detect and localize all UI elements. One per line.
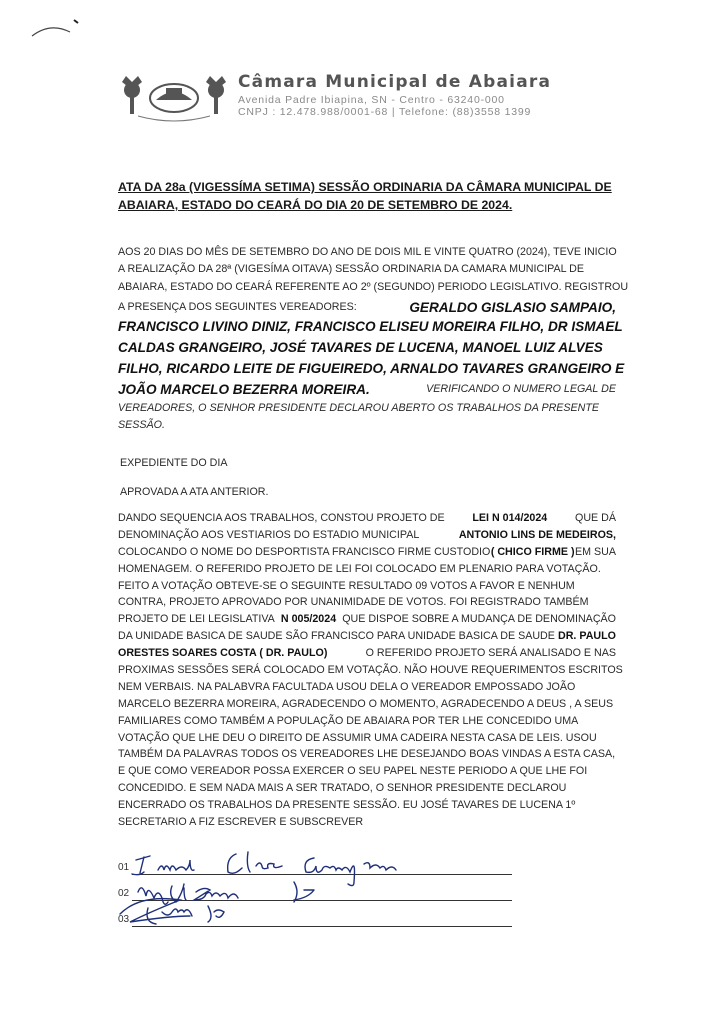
text-line <box>118 296 616 316</box>
scan-mark-icon <box>30 14 90 44</box>
text: QUE DÁ <box>575 512 616 524</box>
text: EM SUA <box>575 545 616 558</box>
text-line <box>118 763 616 780</box>
signature-number: 03 <box>118 914 130 925</box>
text: NEM VERBAIS. NA PALABVRA FACULTADA USOU DELA O VEREADOR EMPOSSADO JOÃO <box>118 680 576 693</box>
text: FAMILIARES COMO TAMBÉM A POPULAÇÃO DE ABAIARA POR TER LHE CONCEDIDO UMA <box>118 714 579 727</box>
text-line <box>118 696 616 713</box>
text: PROXIMAS SESSÕES SERÁ COLOCADO EM VOTAÇÃO. NÃO HOUVE REQUERIMENTOS ESCRITOS <box>118 664 623 677</box>
text-line <box>118 561 616 578</box>
letterhead-address: Avenida Padre Ibiapina, SN - Centro - 63240-000 <box>238 94 505 106</box>
text: EXPEDIENTE DO DIA <box>120 457 228 469</box>
expediente-heading <box>118 455 616 472</box>
text: CONTRA, PROJETO APROVADO POR UNANIMIDADE DE VOTOS. FOI REGISTRADO TAMBÉM <box>118 596 589 609</box>
bill-number: LEI N 014/2024 <box>472 512 548 524</box>
handwritten-signatures <box>118 848 518 938</box>
text: AOS 20 DIAS DO MÊS DE SETEMBRO DO ANO DE DOIS MIL E VINTE QUATRO (2024), TEVE INICIO <box>118 246 617 258</box>
text: PROJETO DE LEI LEGISLATIVA <box>118 613 275 626</box>
councillor-names-line <box>118 316 623 337</box>
text-line <box>118 379 616 400</box>
nickname: ( CHICO FIRME ) <box>490 545 575 558</box>
text-line <box>118 780 616 797</box>
signature-number: 01 <box>118 862 130 873</box>
councillor-names: CALDAS GRANGEIRO, JOSÉ TAVARES DE LUCENA, MANOEL LUIZ ALVES <box>118 339 603 355</box>
text-line <box>118 730 616 747</box>
letterhead <box>118 70 638 128</box>
proceedings-paragraph <box>118 510 623 831</box>
minutes-title <box>118 178 618 214</box>
text-line <box>118 544 616 561</box>
text: DENOMINAÇÃO AOS VESTIARIOS DO ESTADIO MUNICIPAL <box>118 528 420 541</box>
text: APROVADA A ATA ANTERIOR. <box>120 486 269 498</box>
text-line <box>118 797 616 814</box>
title-line: ABAIARA, ESTADO DO CEARÁ DO DIA 20 DE SETEMBRO DE 2024. <box>118 198 513 212</box>
text-line <box>118 279 629 296</box>
chamber-logo-icon <box>118 70 230 124</box>
text: FEITO A VOTAÇÃO OBTEVE-SE O SEGUINTE RESULTADO 09 VOTOS A FAVOR E NENHUM <box>118 579 575 592</box>
text-line <box>118 400 616 417</box>
text-line: SECRETARIO A FIZ ESCREVER E SUBSCREVER <box>118 816 364 829</box>
stadium-name: ANTONIO LINS DE MEDEIROS, <box>458 528 616 541</box>
councillor-names-line <box>118 358 625 379</box>
text: ABAIARA, ESTADO DO CEARÁ REFERENTE AO 2º (SEGUNDO) PERIODO LEGISLATIVO. REGISTROU <box>118 280 629 293</box>
councillor-names: JOÃO MARCELO BEZERRA MOREIRA. <box>118 381 370 397</box>
text-line <box>118 662 623 679</box>
text: E QUE COMO VEREADOR POSSA EXERCER O SEU PAPEL NESTE PERIODO A QUE LHE FOI <box>118 765 588 778</box>
signature-2 <box>138 882 314 904</box>
text-line <box>118 746 616 763</box>
text-line: SESSÃO. <box>118 419 165 432</box>
text: MARCELO BEZERRA MOREIRA, AGRADECENDO O MOMENTO, AGRADECENDO A DEUS , A SEUS <box>118 697 614 710</box>
letterhead-cnpj-phone: CNPJ : 12.478.988/0001-68 | Telefone: (88)3558 1399 <box>238 106 532 118</box>
text-line <box>118 679 616 696</box>
text-line <box>118 611 616 628</box>
text: QUE DISPOE SOBRE A MUDANÇA DE DENOMINAÇÃO <box>342 613 616 626</box>
text-line <box>118 578 616 595</box>
text: VOTAÇÃO QUE LHE DEU O DIREITO DE ASSUMIR UMA CADEIRA NESTA CASA DE LEIS. USOU <box>118 731 597 744</box>
bill-number: N 005/2024 <box>280 613 337 626</box>
text: ENCERRADO OS TRABALHOS DA PRESENTE SESSÃO. EU JOSÉ TAVARES DE LUCENA 1º <box>118 799 576 812</box>
honoree-name: ORESTES SOARES COSTA ( DR. PAULO) <box>118 647 328 660</box>
text: O REFERIDO PROJETO SERÁ ANALISADO E NAS <box>365 647 616 660</box>
signature-block <box>118 848 518 938</box>
text: COLOCANDO O NOME DO DESPORTISTA FRANCISCO FIRME CUSTODIO <box>118 545 491 558</box>
signature-1 <box>132 852 396 886</box>
honoree-name: DR. PAULO <box>558 630 616 643</box>
text: A REALIZAÇÃO DA 28ª (VIGESÍMA OITAVA) SESSÃO ORDINARIA DA CAMARA MUNICIPAL DE <box>118 263 585 276</box>
opening-paragraph <box>118 244 629 434</box>
text-line <box>118 594 616 611</box>
letterhead-title: Câmara Municipal de Abaiara <box>238 72 552 92</box>
text-line <box>118 244 616 261</box>
approved-minutes <box>118 484 616 501</box>
signature-3 <box>120 899 224 924</box>
text-line <box>118 261 616 278</box>
text: DANDO SEQUENCIA AOS TRABALHOS, CONSTOU PROJETO DE <box>118 512 445 524</box>
title-line: ATA DA 28a (VIGESSÍMA SETIMA) SESSÃO ORDINARIA DA CÂMARA MUNICIPAL DE <box>118 180 612 194</box>
text-line <box>118 510 616 527</box>
text-line <box>118 527 616 544</box>
text: VEREADORES, O SENHOR PRESIDENTE DECLAROU ABERTO OS TRABALHOS DA PRESENTE <box>118 401 600 414</box>
signature-number: 02 <box>118 888 130 899</box>
text: DA UNIDADE BASICA DE SAUDE SÃO FRANCISCO PARA UNIDADE BASICA DE SAUDE <box>118 630 555 643</box>
text: CONCEDIDO. E SEM NADA MAIS A SER TRATADO, O SENHOR PRESIDENTE DECLAROU <box>118 782 567 795</box>
text: VERIFICANDO O NUMERO LEGAL DE <box>426 382 616 395</box>
councillor-names: FILHO, RICARDO LEITE DE FIGUEIREDO, ARNALDO TAVARES GRANGEIRO E <box>118 360 625 376</box>
text: TAMBÉM DA PALAVRAS TODOS OS VEREADORES LHE DESEJANDO BOAS VINDAS A ESTA CASA, <box>118 748 616 761</box>
text-line <box>118 713 616 730</box>
councillor-names: GERALDO GISLASIO SAMPAIO, <box>409 299 616 315</box>
text-line <box>118 645 616 662</box>
councillor-names: FRANCISCO LIVINO DINIZ, FRANCISCO ELISEU MOREIRA FILHO, DR ISMAEL <box>118 318 623 334</box>
text: A PRESENÇA DOS SEGUINTES VEREADORES: <box>118 300 357 313</box>
text-line <box>118 628 616 645</box>
councillor-names-line <box>118 337 616 358</box>
text: HOMENAGEM. O REFERIDO PROJETO DE LEI FOI COLOCADO EM PLENARIO PARA VOTAÇÃO. <box>118 562 601 575</box>
